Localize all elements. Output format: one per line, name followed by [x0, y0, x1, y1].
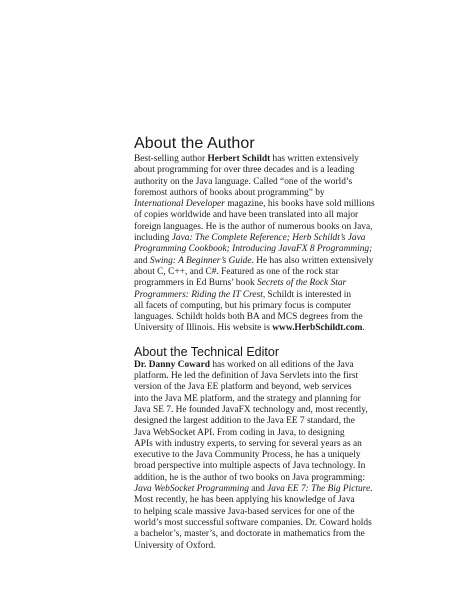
text-column	[134, 135, 375, 552]
text-run: has written extensively	[270, 154, 359, 164]
text-run: about C, C++, and C#. Featured as one of the rock star	[134, 266, 339, 277]
text-run: programmers in Ed Burns’ book	[134, 278, 257, 289]
text-run: Java SE 7. He founded JavaFX technology and, most recently,	[134, 404, 368, 415]
text-run: addition, he is the author of two books on Java programming:	[134, 472, 365, 483]
text-line	[134, 461, 366, 472]
text-line	[134, 278, 366, 289]
text-line	[134, 210, 366, 221]
text-line	[134, 394, 366, 405]
text-run: Secrets of the Rock Star	[256, 278, 347, 289]
text-run: Most recently, he has been applying his knowledge of Java	[134, 495, 355, 506]
text-run: broad perspective into multiple aspects of Java technology. In	[134, 461, 366, 472]
editor-bio	[134, 359, 373, 552]
text-line	[134, 484, 373, 495]
text-run: Java WebSocket API. From coding in Java, to designing	[134, 427, 345, 438]
text-run: Herbert Schildt	[207, 154, 271, 164]
text-line	[134, 312, 366, 323]
text-run: including	[134, 233, 172, 244]
text-run: languages. Schildt holds both BA and MCS degrees from the	[134, 312, 363, 323]
text-line	[134, 177, 366, 188]
text-line	[134, 473, 366, 484]
text-run: about programming for over three decades and is a leading	[134, 165, 355, 176]
text-line	[134, 188, 366, 199]
text-line	[134, 428, 366, 439]
text-run: Dr. Danny Coward	[134, 359, 210, 370]
text-line	[134, 301, 366, 312]
text-run: foreign languages. He is the author of numerous books on Java,	[134, 221, 373, 232]
text-line	[134, 154, 366, 165]
text-run: into the Java ME platform, and the strategy and planning for	[134, 393, 361, 404]
text-line	[134, 267, 366, 278]
text-run: magazine, his books have sold millions	[224, 199, 375, 210]
text-line	[134, 244, 373, 255]
text-run: executive to the Java Community Process, he has a uniquely	[134, 450, 361, 461]
text-run: world’s most successful software companies. Dr. Coward holds	[134, 517, 372, 528]
text-run: Best-selling author	[134, 154, 208, 164]
text-run: and	[248, 484, 268, 495]
text-run: a bachelor’s, master’s, and doctorate in mathematics from the	[134, 529, 365, 540]
text-run: APIs with industry experts, to serving for several years as an	[134, 438, 362, 449]
text-line	[134, 323, 366, 334]
text-line	[134, 541, 366, 552]
text-line	[134, 290, 366, 301]
text-run: . He has also written extensively	[251, 255, 374, 266]
text-run: Programmers: Riding the IT Crest	[134, 289, 263, 300]
text-run: authority on the Java language. Called “one of the world’s	[134, 176, 353, 187]
author-bio	[134, 154, 375, 335]
author-heading: About the Author	[134, 135, 255, 152]
text-run: www.HerbSchildt.com	[272, 323, 363, 334]
text-run: .	[362, 323, 365, 334]
text-line	[134, 416, 366, 427]
text-line	[134, 450, 366, 461]
text-run: .	[370, 484, 373, 495]
text-line	[134, 439, 366, 450]
text-line	[134, 165, 366, 176]
text-line	[134, 255, 374, 267]
text-line	[134, 382, 366, 393]
text-line	[134, 529, 366, 540]
text-run: Java: The Complete Reference; Herb Schildt’s Java	[171, 233, 366, 244]
text-run: has worked on all editions of the Java	[209, 359, 354, 370]
editor-heading: About the Technical Editor	[134, 344, 280, 359]
text-line	[134, 507, 366, 518]
text-run: Programming Cookbook; Introducing JavaFX 8 Programming;	[134, 244, 373, 255]
text-run: all facets of computing, but his primary focus is computer	[134, 300, 352, 311]
text-line	[134, 233, 366, 244]
text-run: Java WebSocket Programming	[134, 484, 249, 495]
text-line	[134, 405, 366, 416]
text-line	[134, 199, 375, 210]
text-line	[134, 360, 366, 371]
text-run: Java EE 7: The Big Picture	[267, 484, 371, 495]
text-run: of copies worldwide and have been translated into all major	[134, 210, 359, 221]
text-run: and	[134, 255, 150, 266]
text-run: foremost authors of books about programming” by	[134, 187, 325, 198]
text-run: International Developer	[134, 199, 225, 210]
text-line	[134, 371, 366, 382]
text-run: designed the largest addition to the Java EE 7 standard, the	[134, 416, 355, 427]
text-line	[134, 495, 366, 506]
text-run: , Schildt is interested in	[262, 289, 352, 300]
text-run: University of Illinois. His website is	[134, 323, 273, 334]
text-line	[134, 517, 372, 529]
text-line	[134, 221, 373, 233]
text-run: version of the Java EE platform and beyond, web services	[134, 382, 352, 393]
text-run: platform. He led the definition of Java Servlets into the first	[134, 371, 359, 382]
text-run: Swing: A Beginner’s Guide	[149, 255, 252, 266]
text-run: University of Oxford.	[134, 540, 216, 551]
text-run: to helping scale massive Java-based services for one of the	[134, 506, 355, 517]
